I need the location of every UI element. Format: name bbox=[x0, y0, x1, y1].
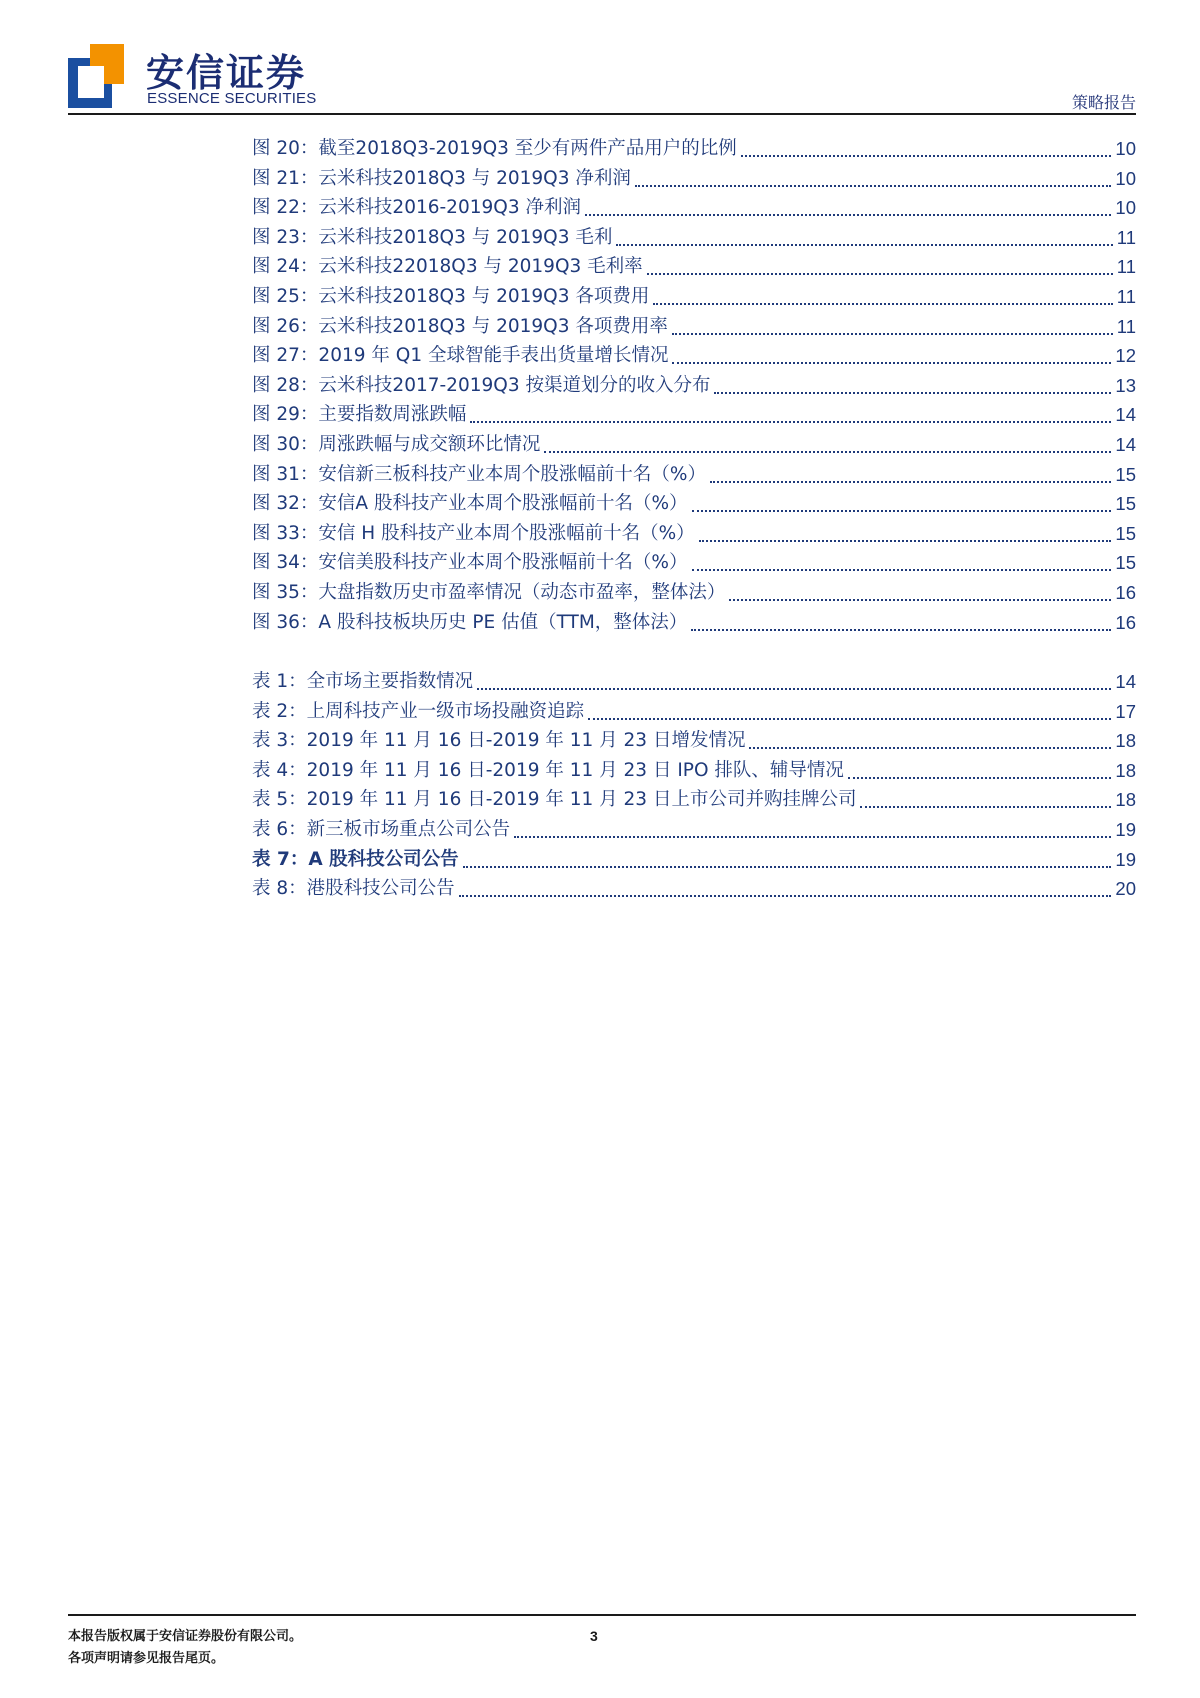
dot-leader bbox=[729, 599, 1111, 601]
figure-entry-page: 11 bbox=[1116, 315, 1136, 337]
table-entry[interactable] bbox=[252, 785, 1136, 815]
figure-entry-number: 图 20： bbox=[252, 138, 319, 159]
figure-entry-title: 大盘指数历史市盈率情况（动态市盈率，整体法） bbox=[318, 582, 726, 603]
figure-entry-title: A 股科技板块历史 PE 估值（TTM，整体法） bbox=[318, 611, 688, 633]
figure-entry[interactable] bbox=[252, 578, 1136, 608]
figure-entry-title: 2019 年 Q1 全球智能手表出货量增长情况 bbox=[318, 345, 669, 367]
figure-entry-page: 13 bbox=[1115, 374, 1136, 396]
figure-entry-label bbox=[252, 134, 737, 164]
figure-entry[interactable] bbox=[252, 430, 1136, 460]
table-entry-number: 表 6： bbox=[252, 819, 307, 840]
figure-entry[interactable] bbox=[252, 164, 1136, 194]
figure-entry-number: 图 29： bbox=[252, 404, 319, 426]
figure-entry[interactable] bbox=[252, 608, 1136, 638]
figure-entry-label bbox=[252, 430, 540, 460]
figure-entry[interactable] bbox=[252, 460, 1136, 490]
figure-entry-label bbox=[252, 223, 612, 253]
figure-entry-page: 11 bbox=[1116, 286, 1136, 307]
table-entry-title: 2019 年 11 月 16 日-2019 年 11 月 23 日增发情况 bbox=[306, 730, 746, 752]
company-name-cn: 安信证券 bbox=[146, 51, 307, 95]
figure-entry-number: 图 26： bbox=[252, 315, 319, 337]
table-entry-page: 19 bbox=[1115, 819, 1136, 840]
table-entry-number: 表 2： bbox=[252, 700, 307, 722]
dot-leader bbox=[588, 718, 1111, 720]
figure-entry-title: 截至2018Q3-2019Q3 至少有两件产品用户的比例 bbox=[318, 138, 737, 159]
figure-entry-label bbox=[252, 164, 631, 194]
page-number: 3 bbox=[590, 1628, 598, 1644]
figure-entry-title: 云米科技2017-2019Q3 按渠道划分的收入分布 bbox=[318, 374, 711, 396]
figure-entry-title: 云米科技2018Q3 与 2019Q3 毛利 bbox=[318, 226, 613, 248]
figure-entry-label bbox=[252, 519, 695, 549]
figure-entry[interactable] bbox=[252, 134, 1136, 164]
figure-entry[interactable] bbox=[252, 548, 1136, 578]
dot-leader bbox=[741, 155, 1112, 157]
figure-entry[interactable] bbox=[252, 252, 1136, 282]
dot-leader bbox=[463, 866, 1112, 868]
copyright-notice bbox=[68, 1626, 302, 1670]
figure-entry-number: 图 22： bbox=[252, 197, 319, 219]
figure-entry-page: 10 bbox=[1115, 197, 1136, 219]
table-entry-label bbox=[252, 815, 510, 845]
table-entry[interactable] bbox=[252, 756, 1136, 786]
dot-leader bbox=[459, 895, 1112, 897]
figure-entry-number: 图 21： bbox=[252, 167, 319, 189]
dot-leader bbox=[692, 569, 1112, 571]
table-entry-number: 表 7： bbox=[252, 848, 309, 870]
table-entry-label bbox=[252, 726, 745, 756]
table-entry[interactable] bbox=[252, 845, 1136, 875]
figure-entry-label bbox=[252, 193, 581, 223]
figure-entry-title: 安信新三板科技产业本周个股涨幅前十名（%） bbox=[318, 463, 707, 485]
table-entry-title: 2019 年 11 月 16 日-2019 年 11 月 23 日上市公司并购挂牌公司 bbox=[306, 789, 857, 811]
table-entry-page: 17 bbox=[1115, 700, 1136, 722]
table-entry-page: 18 bbox=[1115, 759, 1136, 781]
dot-leader bbox=[691, 629, 1111, 631]
dot-leader bbox=[672, 362, 1111, 364]
table-entry-number: 表 5： bbox=[252, 789, 307, 811]
figure-entry-number: 图 28： bbox=[252, 374, 319, 396]
dot-leader bbox=[692, 510, 1112, 512]
figure-entry-number: 图 32： bbox=[252, 493, 319, 515]
figure-entry-label bbox=[252, 341, 668, 371]
figure-entry-page: 16 bbox=[1115, 611, 1136, 633]
dot-leader bbox=[699, 540, 1112, 542]
figure-entry-title: 主要指数周涨跌幅 bbox=[318, 404, 467, 426]
dot-leader bbox=[585, 214, 1111, 216]
dot-leader bbox=[860, 806, 1111, 808]
table-entry[interactable] bbox=[252, 697, 1136, 727]
disclaimer-line: 各项声明请参见报告尾页。 bbox=[68, 1651, 225, 1666]
figure-entry-number: 图 35： bbox=[252, 582, 319, 603]
dot-leader bbox=[544, 451, 1111, 453]
table-entry-label bbox=[252, 785, 856, 815]
table-entry-page: 20 bbox=[1115, 878, 1136, 900]
figure-entry-number: 图 30： bbox=[252, 434, 319, 455]
table-entry[interactable] bbox=[252, 815, 1136, 845]
figure-entry-title: 安信 H 股科技产业本周个股涨幅前十名（%） bbox=[318, 522, 695, 544]
table-entry-label bbox=[252, 845, 459, 875]
table-entry-label bbox=[252, 756, 844, 786]
dot-leader bbox=[848, 777, 1112, 779]
figure-entry[interactable] bbox=[252, 282, 1136, 312]
figure-entry-page: 15 bbox=[1115, 552, 1136, 574]
header-divider bbox=[68, 113, 1136, 115]
figure-entry-label bbox=[252, 578, 725, 608]
dot-leader bbox=[616, 244, 1112, 246]
table-entry-page: 18 bbox=[1115, 789, 1136, 811]
table-entry[interactable] bbox=[252, 874, 1136, 904]
figure-entry-number: 图 34： bbox=[252, 552, 319, 574]
dot-leader bbox=[749, 747, 1111, 749]
dot-leader bbox=[714, 392, 1111, 394]
dot-leader bbox=[470, 421, 1111, 423]
figure-entry[interactable] bbox=[252, 223, 1136, 253]
table-entry-number: 表 8： bbox=[252, 878, 307, 900]
figure-entry-label bbox=[252, 608, 687, 638]
dot-leader bbox=[514, 836, 1111, 838]
table-entry-title: 2019 年 11 月 16 日-2019 年 11 月 23 日 IPO 排队、辅导情况 bbox=[306, 759, 844, 781]
table-entry-title: 新三板市场重点公司公告 bbox=[306, 819, 511, 840]
figure-entry-page: 10 bbox=[1115, 167, 1136, 189]
figure-entry-title: 云米科技2018Q3 与 2019Q3 各项费用 bbox=[318, 286, 650, 307]
table-entry-title: 港股科技公司公告 bbox=[306, 878, 455, 900]
table-entry-page: 18 bbox=[1115, 730, 1136, 752]
figure-entry[interactable] bbox=[252, 371, 1136, 401]
table-entry-page: 19 bbox=[1115, 848, 1136, 870]
figure-entry[interactable] bbox=[252, 489, 1136, 519]
figure-entry-page: 15 bbox=[1115, 463, 1136, 485]
figure-entry-label bbox=[252, 489, 688, 519]
table-entry-title: 全市场主要指数情况 bbox=[306, 671, 474, 692]
figure-entry-label bbox=[252, 282, 649, 312]
figure-entry-page: 10 bbox=[1115, 138, 1136, 159]
figure-entry-title: 云米科技2016-2019Q3 净利润 bbox=[318, 197, 581, 219]
figure-entry-title: 云米科技2018Q3 与 2019Q3 各项费用率 bbox=[318, 315, 668, 337]
figure-entry-number: 图 31： bbox=[252, 463, 319, 485]
figure-entry-page: 15 bbox=[1115, 493, 1136, 515]
figure-entry[interactable] bbox=[252, 400, 1136, 430]
figure-entry-title: 安信A 股科技产业本周个股涨幅前十名（%） bbox=[318, 493, 688, 515]
table-entry[interactable] bbox=[252, 726, 1136, 756]
figure-entry-number: 图 36： bbox=[252, 611, 319, 633]
table-entry-number: 表 4： bbox=[252, 759, 307, 781]
table-entry-title: 上周科技产业一级市场投融资追踪 bbox=[306, 700, 585, 722]
table-entry-number: 表 1： bbox=[252, 671, 307, 692]
figure-entry-number: 图 23： bbox=[252, 226, 319, 248]
dot-leader bbox=[635, 185, 1112, 187]
dot-leader bbox=[710, 481, 1111, 483]
figure-entry-title: 云米科技22018Q3 与 2019Q3 毛利率 bbox=[318, 256, 643, 278]
figure-entry[interactable] bbox=[252, 519, 1136, 549]
figure-entry-page: 12 bbox=[1115, 345, 1136, 367]
table-entry-label bbox=[252, 697, 584, 727]
figure-entry-label bbox=[252, 548, 688, 578]
table-entry-number: 表 3： bbox=[252, 730, 307, 752]
table-entry[interactable] bbox=[252, 667, 1136, 697]
essence-logo-icon bbox=[68, 44, 124, 108]
figure-entry-number: 图 25： bbox=[252, 286, 319, 307]
dot-leader bbox=[672, 333, 1113, 335]
dot-leader bbox=[653, 303, 1112, 305]
table-entry-label bbox=[252, 874, 455, 904]
footer-divider bbox=[68, 1614, 1136, 1616]
figure-entry-title: 周涨跌幅与成交额环比情况 bbox=[318, 434, 541, 455]
figure-entry-title: 安信美股科技产业本周个股涨幅前十名（%） bbox=[318, 552, 688, 574]
figure-entry[interactable] bbox=[252, 312, 1136, 342]
page-header bbox=[68, 40, 1136, 114]
figure-entry-label bbox=[252, 371, 710, 401]
table-entry-page: 14 bbox=[1115, 671, 1136, 692]
dot-leader bbox=[647, 273, 1113, 275]
report-type: 策略报告 bbox=[1071, 93, 1136, 112]
figure-entry-number: 图 27： bbox=[252, 345, 319, 367]
figure-entry[interactable] bbox=[252, 341, 1136, 371]
copyright-line: 本报告版权属于安信证券股份有限公司。 bbox=[68, 1629, 303, 1644]
figure-entry-page: 14 bbox=[1115, 434, 1136, 455]
dot-leader bbox=[477, 688, 1111, 690]
figure-entry[interactable] bbox=[252, 193, 1136, 223]
figure-entry-title: 云米科技2018Q3 与 2019Q3 净利润 bbox=[318, 167, 631, 189]
figure-entry-label bbox=[252, 252, 643, 282]
figure-entry-page: 15 bbox=[1115, 522, 1136, 544]
company-name-en: ESSENCE SECURITIES bbox=[147, 90, 317, 107]
figure-entry-label bbox=[252, 460, 706, 490]
figure-entry-number: 图 24： bbox=[252, 256, 319, 278]
table-entry-label bbox=[252, 667, 473, 697]
figure-entry-page: 16 bbox=[1115, 582, 1136, 603]
table-entry-title: A 股科技公司公告 bbox=[308, 848, 459, 870]
figure-entry-label bbox=[252, 400, 466, 430]
figure-entry-page: 11 bbox=[1116, 226, 1136, 248]
figure-entry-page: 14 bbox=[1115, 404, 1136, 426]
figure-entry-page: 11 bbox=[1116, 256, 1136, 278]
figure-entry-label bbox=[252, 312, 668, 342]
figure-entry-number: 图 33： bbox=[252, 522, 319, 544]
